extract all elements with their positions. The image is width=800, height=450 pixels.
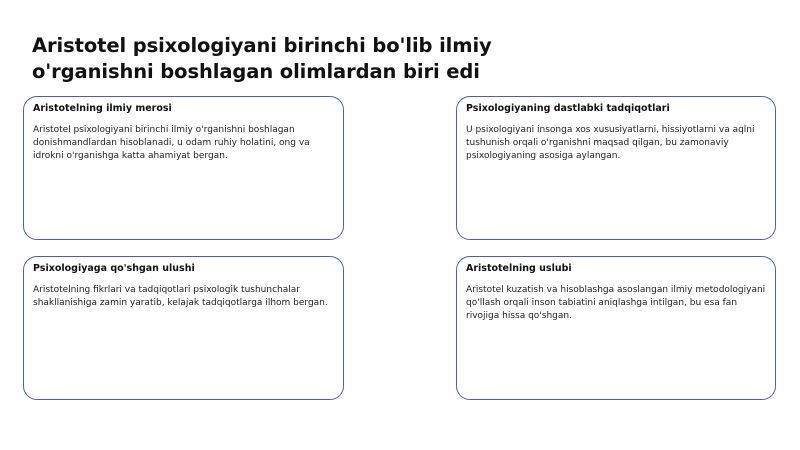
card-body: Aristotel kuzatish va hisoblashga asoslangan ilmiy metodologiyani qo'llash orqali inson tabiatini aniqlashga intilgan, bu esa fan rivojiga hissa qo'shgan. bbox=[466, 285, 766, 321]
card-scientific-legacy bbox=[23, 96, 344, 240]
card-title: Psixologiyaning dastlabki tadqiqotlari bbox=[466, 103, 670, 114]
card-title: Aristotelning uslubi bbox=[466, 263, 572, 274]
card-body: Aristotelning fikrlari va tadqiqotlari psixologik tushunchalar shakllanishiga zamin yaratib, kelajak tadqiqotlarga ilhom bergan. bbox=[33, 285, 328, 308]
card-body: U psixologiyani insonga xos xususiyatlarni, hissiyotlarni va aqlni tushunish orqali o'rganishni maqsad qilgan, bu zamonaviy psixologiyaning asosiga aylangan. bbox=[466, 125, 755, 161]
card-early-research bbox=[456, 96, 776, 240]
card-method bbox=[456, 256, 776, 400]
card-body: Aristotel psixologiyani birinchi ilmiy o'rganishni boshlagan donishmandlardan hisoblanadi, u odam ruhiy holatini, ong va idrokni o'rganishga katta ahamiyat bergan. bbox=[33, 125, 310, 161]
card-contribution bbox=[23, 256, 344, 400]
card-title: Aristotelning ilmiy merosi bbox=[33, 103, 172, 114]
slide-title: Aristotel psixologiyani birinchi bo'lib ilmiy o'rganishni boshlagan olimlardan biri edi bbox=[32, 34, 492, 83]
card-title: Psixologiyaga qo'shgan ulushi bbox=[33, 263, 195, 274]
